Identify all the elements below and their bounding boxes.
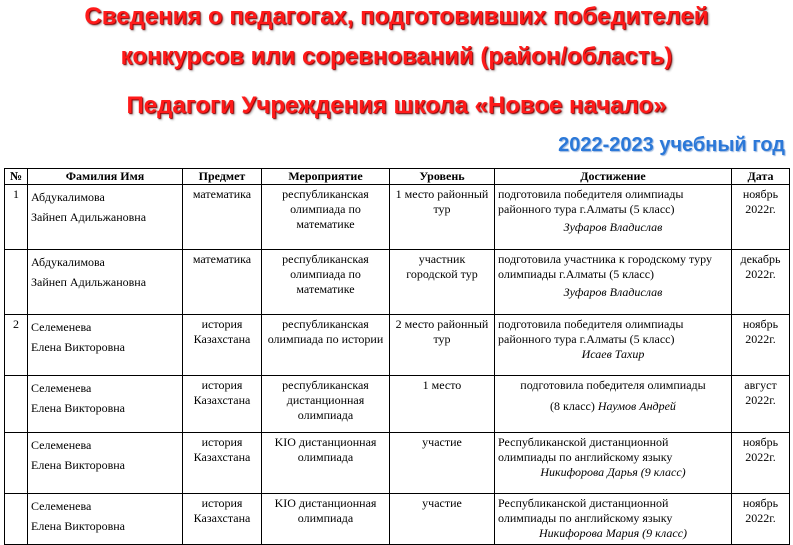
header-name: Фамилия Имя — [28, 169, 183, 185]
event-cell: республиканская дистанционная олимпиада — [262, 376, 390, 433]
achievement-class-line — [498, 399, 728, 414]
achievement-text: Республиканской дистанционной олимпиады по английскому языку — [498, 496, 673, 525]
achievement-text: подготовила победителя олимпиады районного тура г.Алматы (5 класс) — [498, 317, 684, 346]
student-name: Никифорова Дарья (9 класс) — [540, 465, 686, 479]
subject-cell: математика — [183, 185, 262, 250]
level-cell: 1 место районный тур — [390, 185, 495, 250]
level-cell: участие — [390, 433, 495, 494]
teacher-name — [28, 433, 183, 494]
achievement-text: подготовила участника к городскому туру олимпиады г.Алматы (5 класс) — [498, 252, 712, 281]
achievement-cell — [495, 433, 732, 494]
header-subject: Предмет — [183, 169, 262, 185]
student-name: Никифорова Мария (9 класс) — [538, 526, 688, 540]
row-number — [5, 376, 28, 433]
achievement-class: (8 класс) — [550, 399, 595, 413]
achievement-text: подготовила победителя олимпиады районного тура г.Алматы (5 класс) — [498, 187, 684, 216]
teacher-name — [28, 315, 183, 376]
header-achievement: Достижение — [495, 169, 732, 185]
title-line-1: Сведения о педагогах, подготовивших победителей — [84, 3, 709, 30]
subject-cell: история Казахстана — [183, 433, 262, 494]
student-name: Зуфаров Владислав — [563, 285, 663, 299]
teacher-surname: Селеменева — [31, 320, 92, 334]
table-row — [5, 494, 790, 545]
teachers-table — [4, 168, 790, 545]
header-event: Мероприятие — [262, 169, 390, 185]
row-number: 1 — [5, 185, 28, 250]
header-date: Дата — [732, 169, 790, 185]
teacher-name — [28, 376, 183, 433]
teacher-given-name: Зайнеп Адильжановна — [31, 210, 147, 224]
level-cell: 2 место районный тур — [390, 315, 495, 376]
row-number: 2 — [5, 315, 28, 376]
table-header-row — [5, 169, 790, 185]
teacher-surname: Селеменева — [31, 381, 92, 395]
achievement-text: подготовила победителя олимпиады — [520, 378, 706, 392]
teacher-name — [28, 494, 183, 545]
academic-year: 2022-2023 учебный год — [558, 134, 785, 156]
event-cell: KIO дистанционная олимпиада — [262, 433, 390, 494]
level-cell: участник городской тур — [390, 250, 495, 315]
header-level: Уровень — [390, 169, 495, 185]
teacher-surname: Селеменева — [31, 438, 92, 452]
student-name: Зуфаров Владислав — [563, 220, 663, 234]
title-line-3: Педагоги Учреждения школа «Новое начало» — [126, 92, 667, 119]
teacher-given-name: Елена Викторовна — [31, 458, 125, 472]
row-number — [5, 250, 28, 315]
teacher-given-name: Елена Викторовна — [31, 519, 125, 533]
date-cell: ноябрь 2022г. — [732, 185, 790, 250]
teacher-name — [28, 250, 183, 315]
date-cell: ноябрь 2022г. — [732, 433, 790, 494]
teacher-given-name: Елена Викторовна — [31, 340, 125, 354]
table-row — [5, 433, 790, 494]
table-row — [5, 376, 790, 433]
title-line-2: конкурсов или соревнований (район/область) — [120, 43, 673, 70]
row-number — [5, 433, 28, 494]
table-row — [5, 315, 790, 376]
teacher-surname: Абдукалимова — [31, 190, 105, 204]
date-cell: ноябрь 2022г. — [732, 494, 790, 545]
level-cell: участие — [390, 494, 495, 545]
date-cell: август 2022г. — [732, 376, 790, 433]
subject-cell: история Казахстана — [183, 376, 262, 433]
event-cell: республиканская олимпиада по истории — [262, 315, 390, 376]
achievement-cell — [495, 315, 732, 376]
achievement-cell — [495, 376, 732, 433]
subject-cell: математика — [183, 250, 262, 315]
subject-cell: история Казахстана — [183, 494, 262, 545]
teacher-surname: Селеменева — [31, 499, 92, 513]
achievement-cell — [495, 250, 732, 315]
event-cell: KIO дистанционная олимпиада — [262, 494, 390, 545]
event-cell: республиканская олимпиада по математике — [262, 185, 390, 250]
date-cell: декабрь 2022г. — [732, 250, 790, 315]
subject-cell: история Казахстана — [183, 315, 262, 376]
teacher-surname: Абдукалимова — [31, 255, 105, 269]
level-cell: 1 место — [390, 376, 495, 433]
teacher-given-name: Зайнеп Адильжановна — [31, 275, 147, 289]
achievement-cell — [495, 185, 732, 250]
header-number: № — [5, 169, 28, 185]
table-row — [5, 250, 790, 315]
achievement-text: Республиканской дистанционной олимпиады по английскому языку — [498, 435, 673, 464]
student-name: Исаев Тахир — [581, 347, 645, 361]
date-cell: ноябрь 2022г. — [732, 315, 790, 376]
teacher-given-name: Елена Викторовна — [31, 401, 125, 415]
table-row — [5, 185, 790, 250]
student-name: Наумов Андрей — [597, 399, 676, 413]
achievement-cell — [495, 494, 732, 545]
event-cell: республиканская олимпиада по математике — [262, 250, 390, 315]
row-number — [5, 494, 28, 545]
teacher-name — [28, 185, 183, 250]
